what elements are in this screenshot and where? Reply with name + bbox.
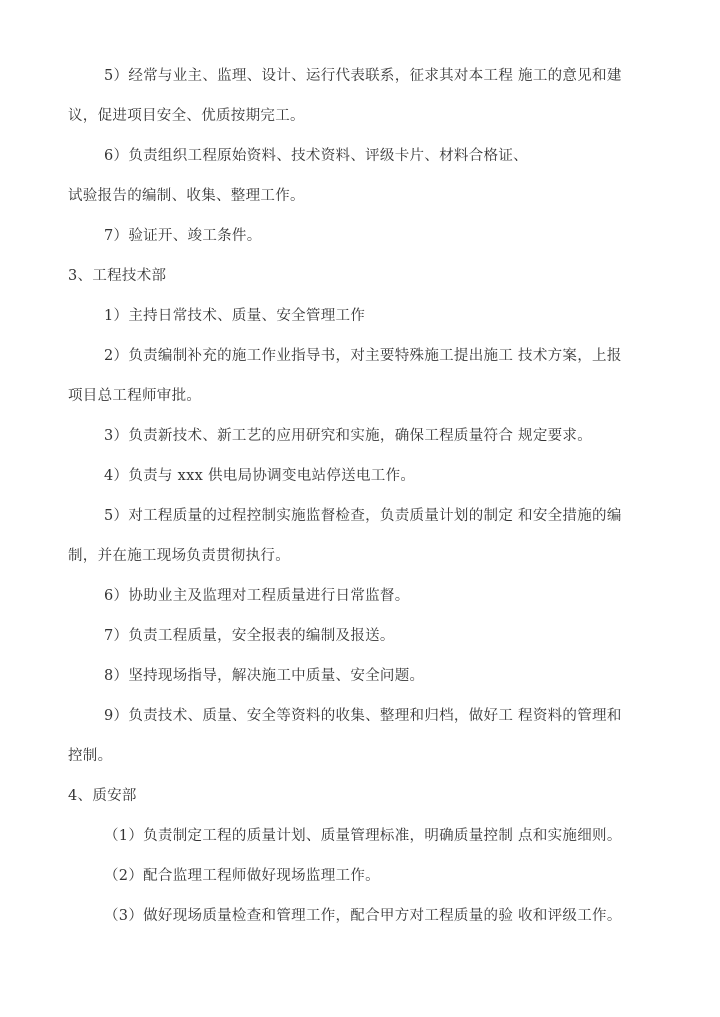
section-heading: 4、质安部 <box>68 788 137 804</box>
paragraph-line: 7）负责工程质量，安全报表的编制及报送。 <box>104 628 395 644</box>
paragraph-line: 项目总工程师审批。 <box>68 388 202 404</box>
paragraph-line: 6）负责组织工程原始资料、技术资料、评级卡片、材料合格证、 <box>104 148 528 164</box>
paragraph-line: 8）坚持现场指导，解决施工中质量、安全问题。 <box>104 668 425 684</box>
paragraph-line: （3）做好现场质量检查和管理工作，配合甲方对工程质量的验 收和评级工作。 <box>104 908 622 924</box>
paragraph-line: 2）负责编制补充的施工作业指导书，对主要特殊施工提出施工 技术方案，上报 <box>104 348 622 364</box>
paragraph-line: 5）经常与业主、监理、设计、运行代表联系，征求其对本工程 施工的意见和建 <box>104 68 622 84</box>
paragraph-line: 制，并在施工现场负责贯彻执行。 <box>68 548 290 564</box>
paragraph-line: 6）协助业主及监理对工程质量进行日常监督。 <box>104 588 410 604</box>
paragraph-line: 议，促进项目安全、优质按期完工。 <box>68 108 305 124</box>
paragraph-line: 试验报告的编制、收集、整理工作。 <box>68 188 305 204</box>
paragraph-line: 3）负责新技术、新工艺的应用研究和实施，确保工程质量符合 规定要求。 <box>104 428 593 444</box>
paragraph-line: 5）对工程质量的过程控制实施监督检查，负责质量计划的制定 和安全措施的编 <box>104 508 622 524</box>
paragraph-line: 7）验证开、竣工条件。 <box>104 228 262 244</box>
paragraph-line: （1）负责制定工程的质量计划、质量管理标准，明确质量控制 点和实施细则。 <box>104 828 622 844</box>
paragraph-line: （2）配合监理工程师做好现场监理工作。 <box>104 868 380 884</box>
paragraph-line: 控制。 <box>68 748 113 764</box>
section-heading: 3、工程技术部 <box>68 268 167 284</box>
paragraph-line: 9）负责技术、质量、安全等资料的收集、整理和归档，做好工 程资料的管理和 <box>104 708 622 724</box>
paragraph-line: 4）负责与 xxx 供电局协调变电站停送电工作。 <box>104 468 416 484</box>
paragraph-line: 1）主持日常技术、质量、安全管理工作 <box>104 308 366 324</box>
